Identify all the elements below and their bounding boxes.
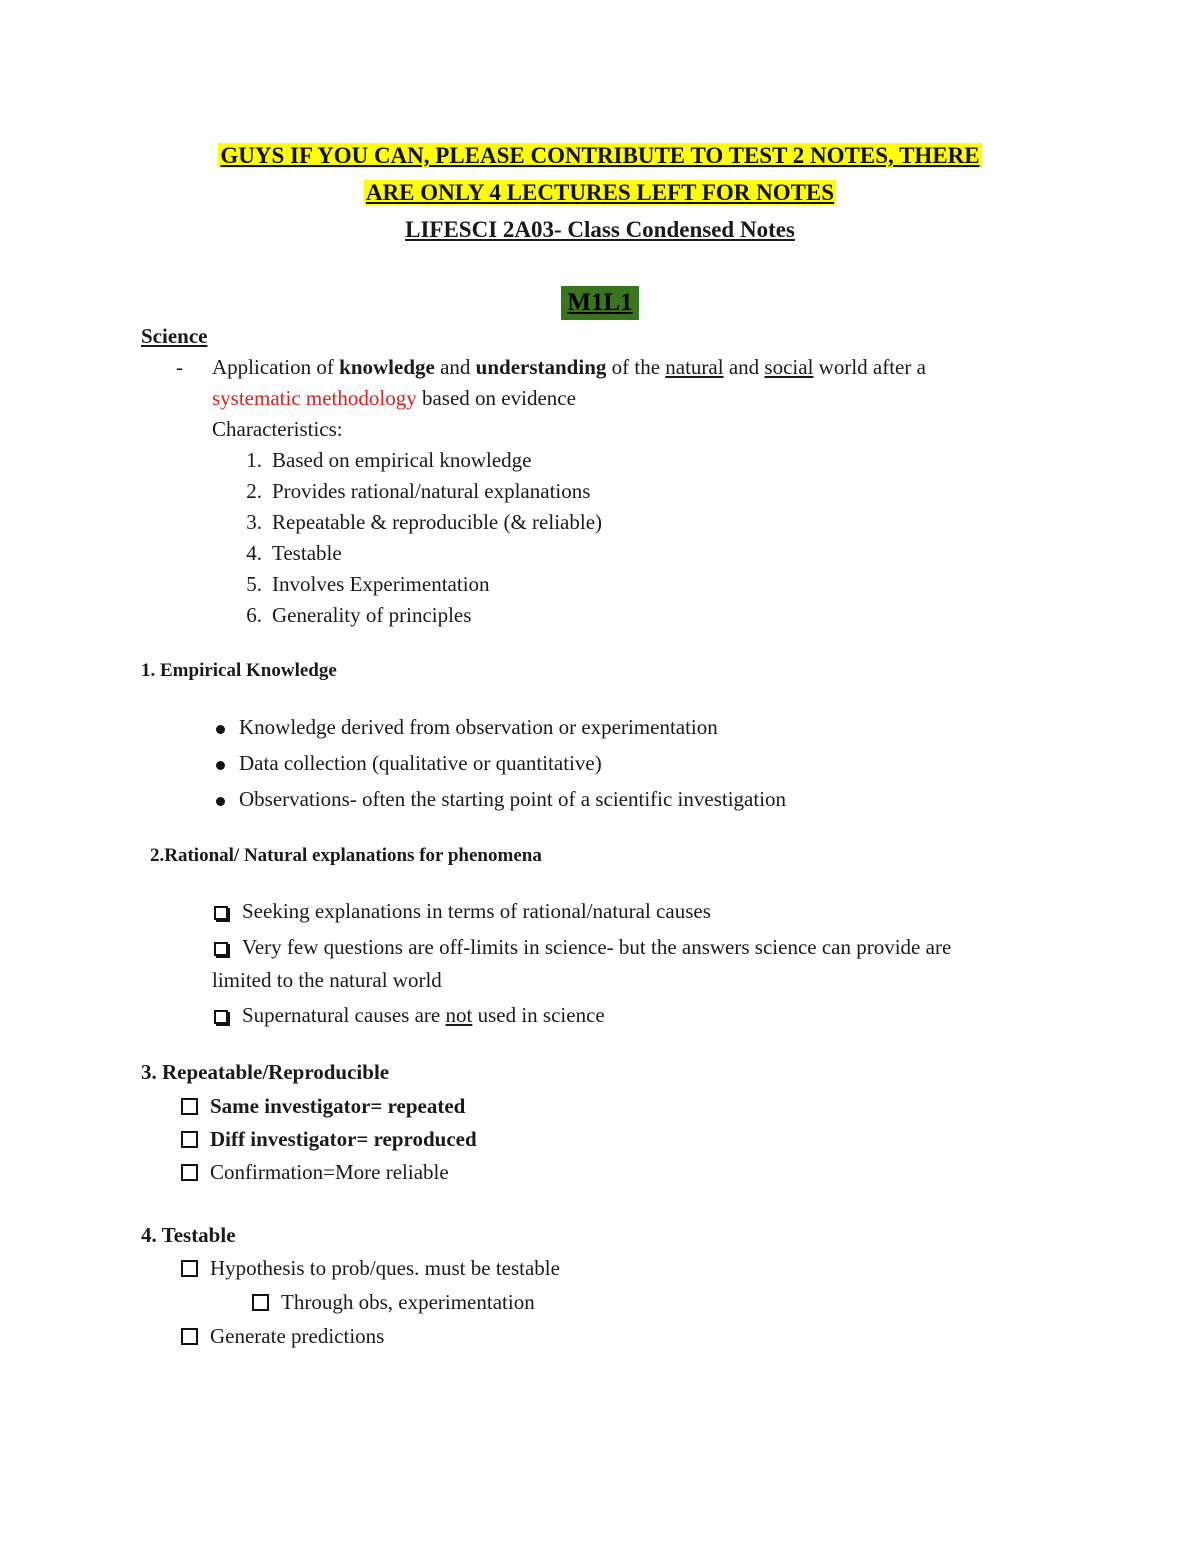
def-natural: natural [665,355,724,379]
rational-item-3 [214,1003,605,1028]
rational-item-text: Very few questions are off-limits in science- but the answers science can provide are [242,935,952,959]
list-number: 1. [246,448,262,472]
characteristic-item-3 [232,510,602,535]
repeatable-item-3 [181,1160,449,1185]
bullet-text: Data collection (qualitative or quantitative) [239,751,602,775]
square-bullet-icon [181,1164,198,1181]
checkbox-bullet-icon [214,906,228,920]
list-number: 6. [246,603,262,627]
repeatable-item-text: Confirmation=More reliable [210,1160,449,1184]
repeatable-item-text: Diff investigator= reproduced [210,1127,477,1151]
testable-item-text: Generate predictions [210,1324,385,1348]
empirical-bullet-3 [216,787,786,812]
module-tag-text: M1L1 [561,286,638,320]
characteristic-item-6 [232,603,471,628]
testable-subitem-1 [252,1290,535,1315]
banner-line-1 [0,143,1200,169]
square-bullet-icon [181,1260,198,1277]
rational-item-2 [214,935,951,960]
def-text-6: based on evidence [416,386,576,410]
testable-heading: 4. Testable [141,1223,236,1247]
characteristic-item-2 [232,479,590,504]
list-text: Involves Experimentation [272,572,490,596]
document-title [0,217,1200,243]
square-bullet-icon [181,1328,198,1345]
checkbox-bullet-icon [214,1010,228,1024]
characteristics-label: Characteristics: [212,417,343,441]
list-text: Provides rational/natural explanations [272,479,591,503]
science-definition-line-2 [212,386,576,411]
testable-subitem-text: Through obs, experimentation [281,1290,535,1314]
list-number: 2. [246,479,262,503]
def-text-3: of the [606,355,666,379]
characteristic-item-5 [232,572,490,597]
def-social: social [764,355,814,379]
repeatable-item-2 [181,1127,477,1152]
repeatable-item-text: Same investigator= repeated [210,1094,466,1118]
empirical-bullet-2 [216,751,602,776]
repeatable-heading: 3. Repeatable/Reproducible [141,1060,390,1084]
science-heading: Science [141,324,208,348]
document-title-text: LIFESCI 2A03- Class Condensed Notes [405,217,795,242]
list-number: 3. [246,510,262,534]
square-bullet-icon [181,1098,198,1115]
rational-item-2-continued: limited to the natural world [212,968,442,992]
science-definition-line-1 [212,355,926,380]
def-text-4: and [723,355,765,379]
def-text-2: and [434,355,476,379]
module-tag [0,286,1200,320]
testable-item-text: Hypothesis to prob/ques. must be testable [210,1256,560,1280]
empirical-bullet-1 [216,715,718,740]
square-bullet-icon [252,1294,269,1311]
characteristic-item-4 [232,541,342,566]
def-text-1: Application of [212,355,340,379]
list-text: Repeatable & reproducible (& reliable) [272,510,603,534]
bullet-icon [216,761,225,770]
rational-heading: 2.Rational/ Natural explanations for phenomena [150,845,542,866]
list-number: 5. [246,572,262,596]
list-number: 4. [246,541,262,565]
list-text: Testable [272,541,342,565]
list-text: Based on empirical knowledge [272,448,532,472]
rational-not-underlined: not [445,1003,473,1027]
def-understanding: understanding [475,355,607,379]
bullet-text: Observations- often the starting point of a scientific investigation [239,787,787,811]
repeatable-item-1 [181,1094,465,1119]
rational-item-1 [214,899,711,924]
rational-item-text: Supernatural causes are [242,1003,446,1027]
bullet-text: Knowledge derived from observation or experimentation [239,715,718,739]
characteristic-item-1 [232,448,532,473]
banner-text-1: GUYS IF YOU CAN, PLEASE CONTRIBUTE TO TEST 2 NOTES, THERE [220,143,980,168]
banner-line-2 [0,180,1200,206]
testable-item-2 [181,1324,384,1349]
def-text-5: world after a [813,355,926,379]
science-dash: - [176,355,183,379]
bullet-icon [216,725,225,734]
bullet-icon [216,797,225,806]
rational-item-text-end: used in science [472,1003,605,1027]
testable-item-1 [181,1256,560,1281]
def-systematic-methodology: systematic methodology [212,386,417,410]
rational-item-text: Seeking explanations in terms of rational/natural causes [242,899,711,923]
empirical-heading: 1. Empirical Knowledge [141,660,337,681]
checkbox-bullet-icon [214,942,228,956]
square-bullet-icon [181,1131,198,1148]
banner-text-2: ARE ONLY 4 LECTURES LEFT FOR NOTES [365,180,835,205]
list-text: Generality of principles [272,603,472,627]
def-knowledge: knowledge [339,355,435,379]
